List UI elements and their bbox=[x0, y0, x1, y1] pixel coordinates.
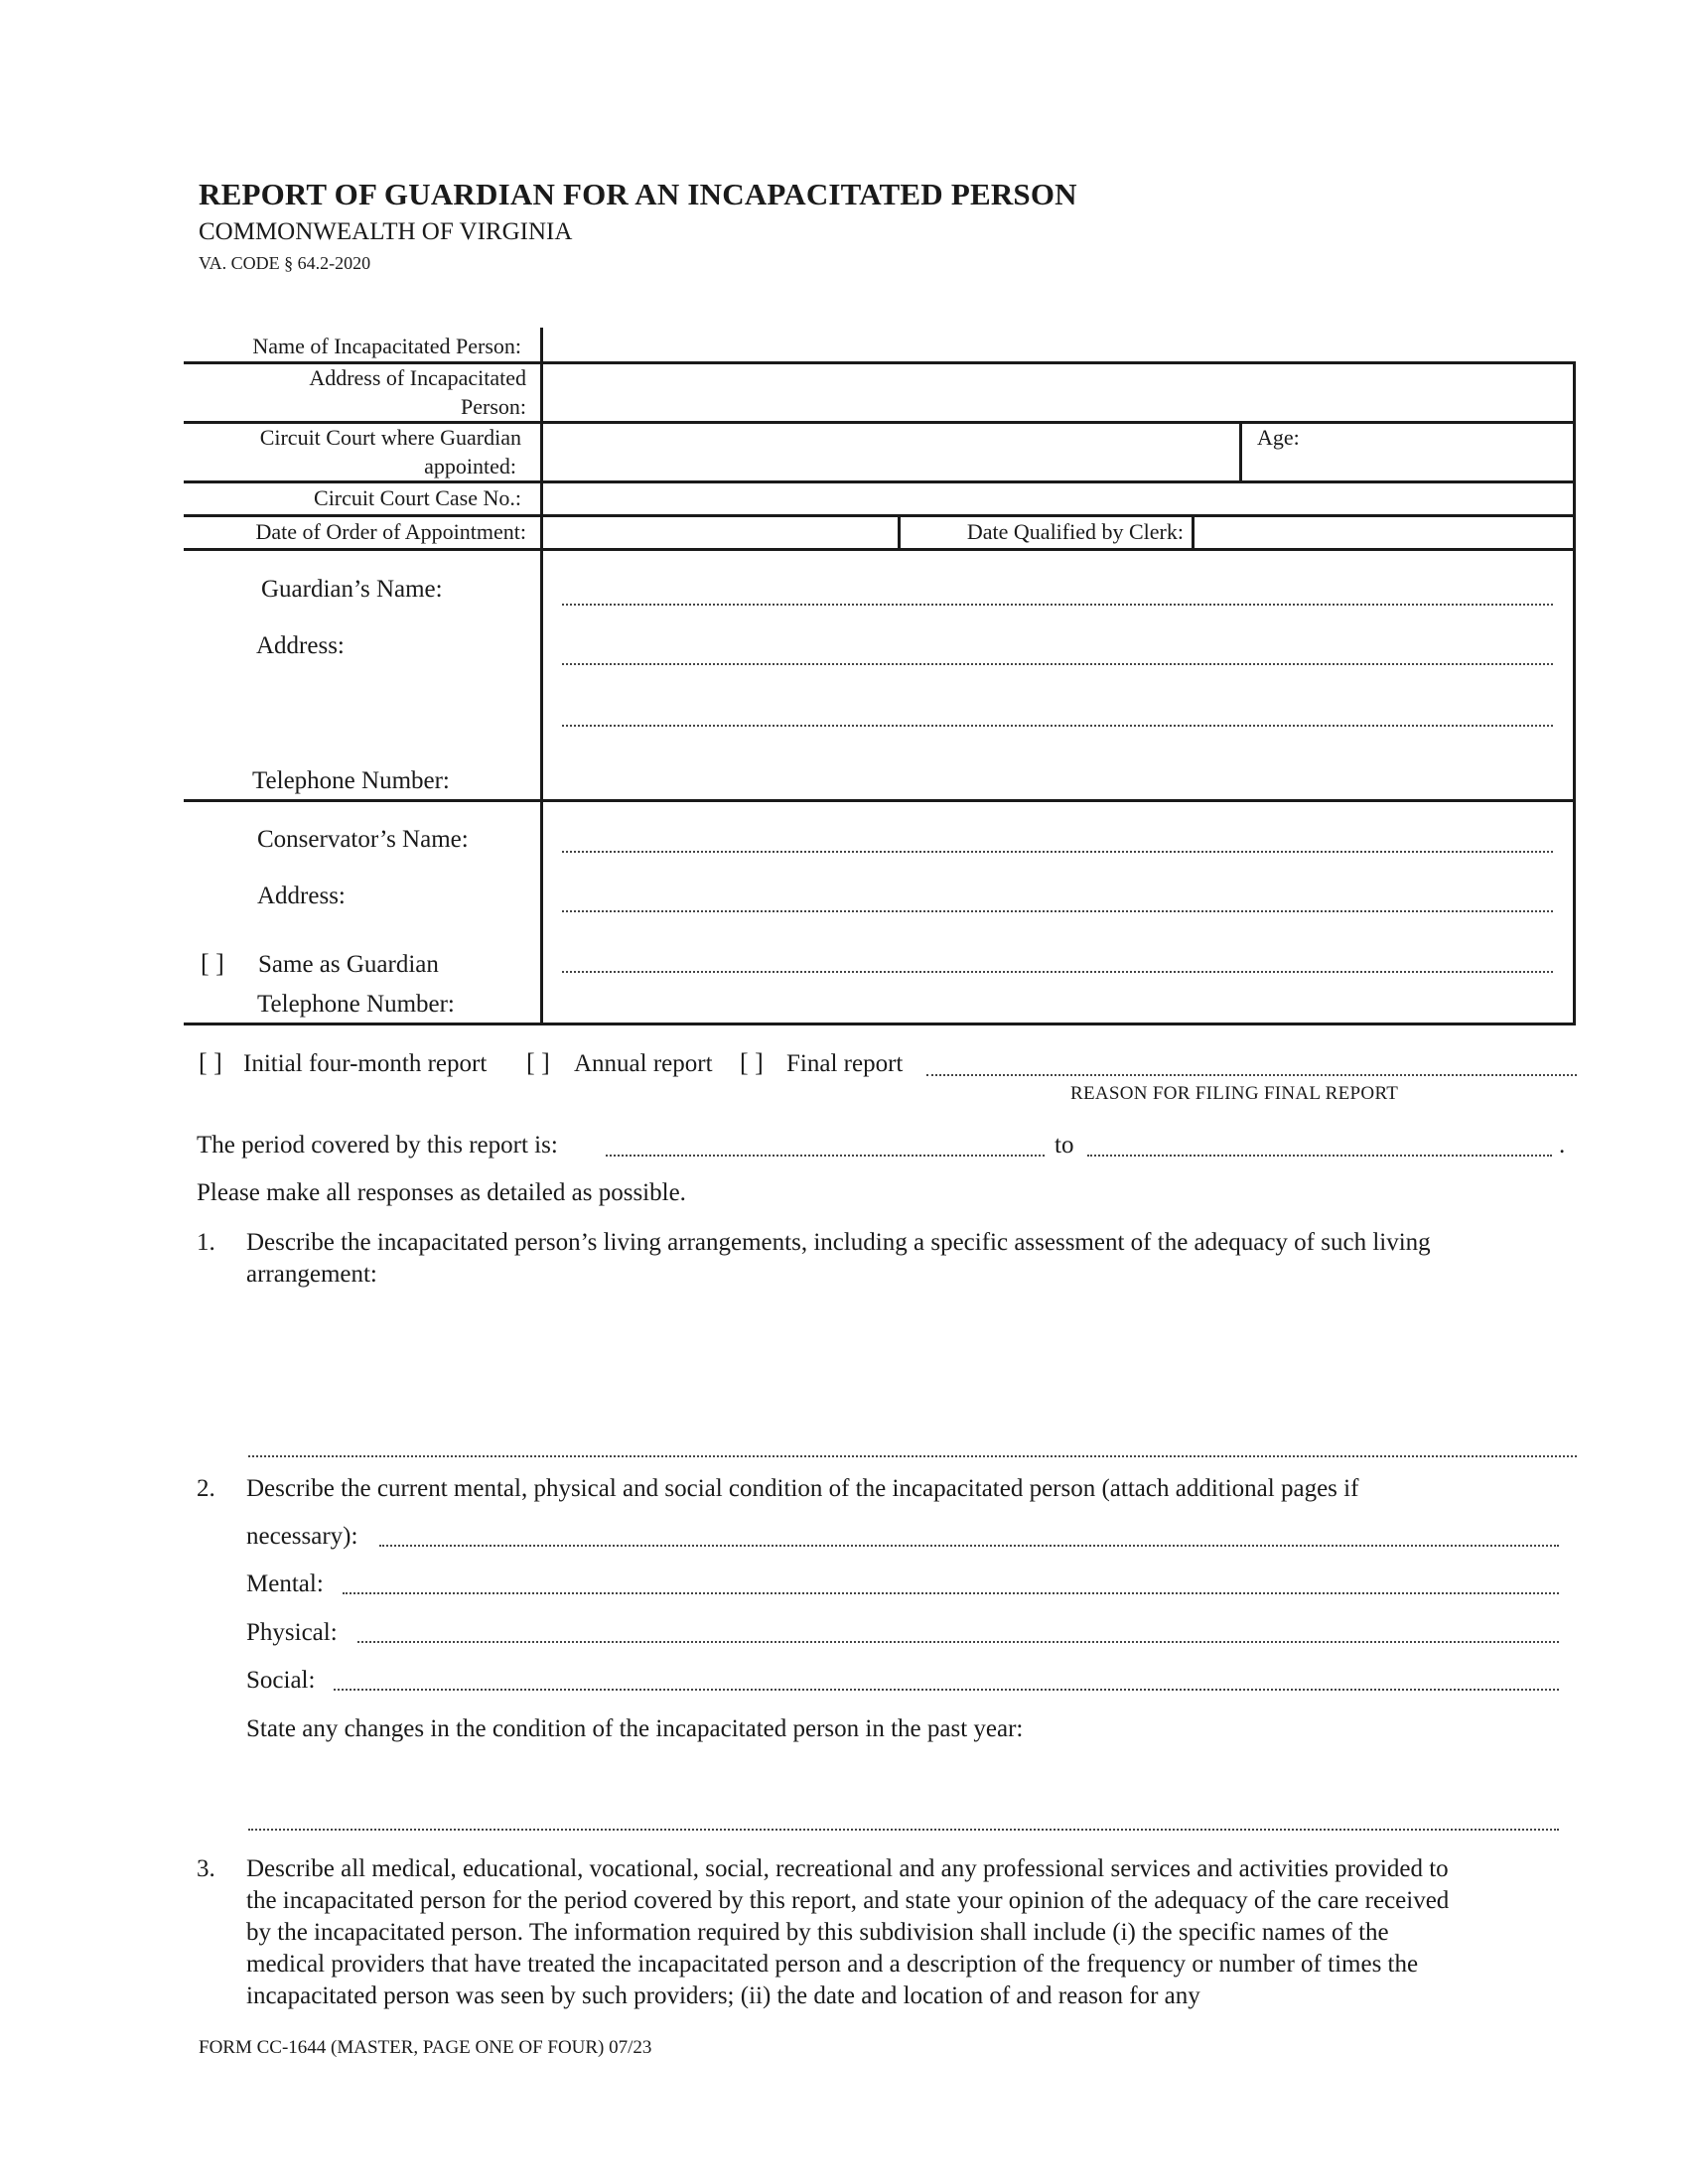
q2-physical-label: Physical: bbox=[246, 1619, 338, 1646]
guardian-phone-label: Telephone Number: bbox=[252, 767, 450, 794]
q2-mental-label: Mental: bbox=[246, 1570, 324, 1597]
q2-line1: Describe the current mental, physical and social condition of the incapacitated person (attach additional pages if bbox=[246, 1475, 1359, 1502]
annual-report-label: Annual report bbox=[574, 1050, 713, 1077]
age-label: Age: bbox=[1257, 425, 1300, 450]
reason-caption: REASON FOR FILING FINAL REPORT bbox=[1070, 1083, 1399, 1104]
incapacitated-name-label: Name of Incapacitated Person: bbox=[252, 334, 521, 358]
q2-changes-field[interactable] bbox=[248, 1829, 1559, 1831]
q2-number: 2. bbox=[197, 1475, 215, 1502]
initial-report-checkbox[interactable]: [ ] bbox=[199, 1048, 222, 1077]
initial-report-label: Initial four-month report bbox=[243, 1050, 488, 1077]
q3-line1: Describe all medical, educational, vocational, social, recreational and any professional services and activities provided to bbox=[246, 1855, 1449, 1882]
period-end-field[interactable] bbox=[1087, 1155, 1552, 1157]
guardian-address-label: Address: bbox=[256, 632, 345, 659]
conservator-address-label: Address: bbox=[257, 883, 346, 909]
address-label-line2: Person: bbox=[461, 394, 526, 419]
same-as-guardian-checkbox[interactable]: [ ] bbox=[201, 949, 224, 978]
q3-number: 3. bbox=[197, 1855, 215, 1882]
q2-changes-label: State any changes in the condition of the incapacitated person in the past year: bbox=[246, 1715, 1024, 1742]
form-title: REPORT OF GUARDIAN FOR AN INCAPACITATED PERSON bbox=[199, 177, 1077, 211]
period-end-mark: . bbox=[1559, 1132, 1566, 1159]
conservator-name-field[interactable] bbox=[562, 851, 1553, 853]
guardian-name-label: Guardian’s Name: bbox=[261, 576, 443, 603]
form-footer: FORM CC-1644 (MASTER, PAGE ONE OF FOUR) 07/23 bbox=[199, 2037, 652, 2058]
qualified-date-label: Date Qualified by Clerk: bbox=[966, 519, 1184, 544]
q1-line2: arrangement: bbox=[246, 1261, 377, 1288]
final-report-label: Final report bbox=[786, 1050, 904, 1077]
q2-physical-field[interactable] bbox=[357, 1641, 1559, 1643]
case-number-label: Circuit Court Case No.: bbox=[314, 485, 521, 510]
q1-line1: Describe the incapacitated person’s living arrangements, including a specific assessment of the adequacy of such living bbox=[246, 1229, 1431, 1256]
guardian-address-field-2[interactable] bbox=[562, 725, 1553, 727]
jurisdiction: COMMONWEALTH OF VIRGINIA bbox=[199, 218, 573, 245]
court-label-line2: appointed: bbox=[424, 454, 516, 478]
conservator-address-field-2[interactable] bbox=[562, 971, 1553, 973]
q2-necessary-field[interactable] bbox=[379, 1545, 1559, 1547]
statute-reference: VA. CODE § 64.2-2020 bbox=[199, 253, 371, 273]
q1-answer-field[interactable] bbox=[248, 1455, 1577, 1457]
q1-number: 1. bbox=[197, 1229, 215, 1256]
address-label-line1: Address of Incapacitated bbox=[309, 365, 526, 390]
period-label: The period covered by this report is: bbox=[197, 1132, 558, 1159]
period-start-field[interactable] bbox=[606, 1155, 1045, 1157]
q2-social-field[interactable] bbox=[334, 1689, 1559, 1691]
order-date-label: Date of Order of Appointment: bbox=[255, 519, 526, 544]
period-to-label: to bbox=[1055, 1132, 1074, 1159]
conservator-address-field-1[interactable] bbox=[562, 910, 1553, 912]
final-report-reason-field[interactable] bbox=[926, 1074, 1577, 1076]
instructions: Please make all responses as detailed as possible. bbox=[197, 1179, 686, 1206]
q3-line2: the incapacitated person for the period covered by this report, and state your opinion of the adequacy of the care received bbox=[246, 1887, 1450, 1914]
guardian-address-field-1[interactable] bbox=[562, 663, 1553, 665]
conservator-name-label: Conservator’s Name: bbox=[257, 826, 469, 853]
same-as-guardian-label: Same as Guardian bbox=[258, 951, 439, 978]
guardian-name-field[interactable] bbox=[562, 604, 1553, 606]
conservator-phone-label: Telephone Number: bbox=[257, 991, 455, 1018]
annual-report-checkbox[interactable]: [ ] bbox=[526, 1048, 550, 1077]
final-report-checkbox[interactable]: [ ] bbox=[740, 1048, 764, 1077]
q3-line3: by the incapacitated person. The information required by this subdivision shall include (i) the specific names of the bbox=[246, 1919, 1389, 1946]
court-label-line1: Circuit Court where Guardian bbox=[259, 425, 521, 450]
q3-line4: medical providers that have treated the incapacitated person and a description of the frequency or number of times the bbox=[246, 1951, 1419, 1978]
q2-necessary-label: necessary): bbox=[246, 1523, 358, 1550]
q2-social-label: Social: bbox=[246, 1667, 316, 1694]
q2-mental-field[interactable] bbox=[343, 1592, 1559, 1594]
q3-line5: incapacitated person was seen by such providers; (ii) the date and location of and reason for any bbox=[246, 1982, 1200, 2009]
